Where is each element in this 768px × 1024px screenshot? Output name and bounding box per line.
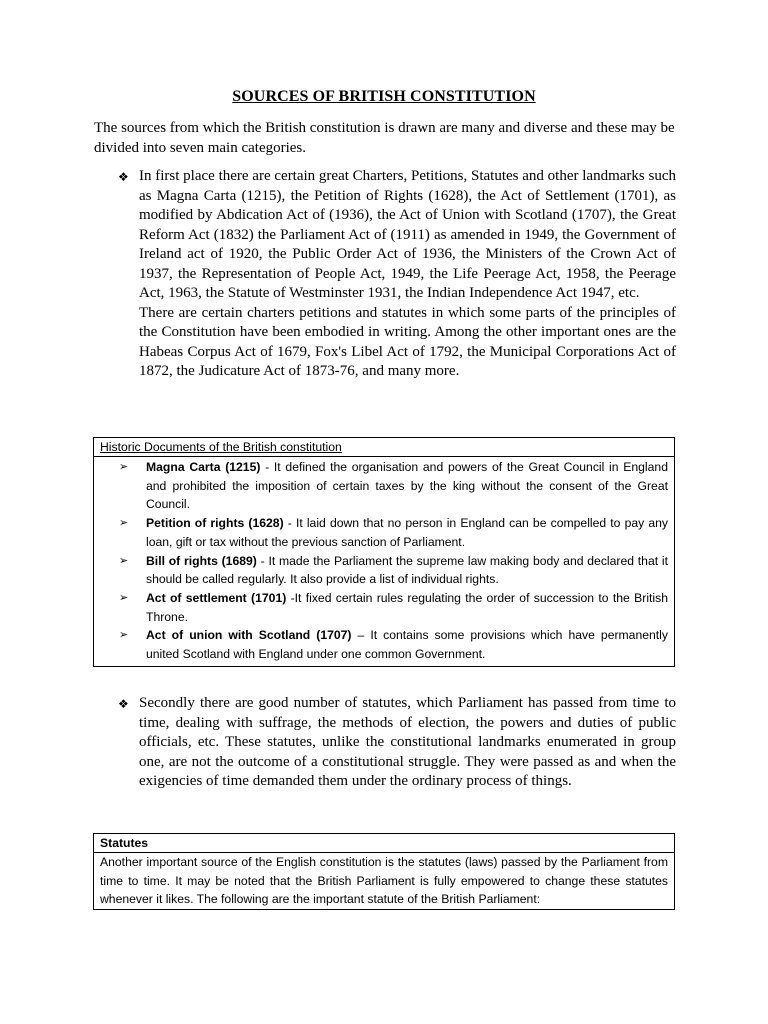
arrow-bullet-icon: ➢ [119,590,129,604]
statutes-box [93,833,675,910]
list-item [119,552,668,589]
document-name: Act of settlement (1701) [146,590,287,605]
document-description: It contains some provisions which have permanently united Scotland with England under one common Government. [146,628,668,662]
box-heading-text: Historic Documents of the British constitution [100,440,342,454]
intro-paragraph: The sources from which the British constitution is drawn are many and diverse and these may be divided into seven main categories. [94,120,675,156]
arrow-bullet-icon: ➢ [119,460,129,473]
list-item [119,626,668,663]
document-description: It fixed certain rules regulating the order of succession to the British Throne. [146,590,668,624]
document-name: Bill of rights (1689) [146,553,257,568]
document-description: It laid down that no person in England can be compelled to pay any loan, gift or tax without the previous sanction of Parliament. [146,516,668,549]
historic-documents-list [94,457,674,664]
page-title: SOURCES OF BRITISH CONSTITUTION [232,88,536,105]
list-item [119,589,668,626]
list-item [119,514,668,551]
statutes-body: Another important source of the English constitution is the statutes (laws) passed by the Parliament from time to time. It may be noted that the British Parliament is fully empowered to change these statutes whenever it likes. The following are the important statute of the British Parliament: [100,855,668,907]
box-heading [94,438,674,457]
arrow-bullet-icon: ➢ [119,553,129,567]
box-heading-text: Statutes [100,836,149,850]
separator: - [286,590,295,605]
document-name: Act of union with Scotland (1707) [146,628,352,643]
bullet-charters [118,167,676,382]
document-name: Magna Carta (1215) [146,460,261,474]
bullet-paragraph: In first place there are certain great Charters, Petitions, Statutes and other landmarks such as Magna Carta (1215), the Petition of Rights (1628), the Act of Settlement (1701), as modified by Abdication Act of (1936), the Act of Union with Scotland (1707), the Great Reform Act (1832) the Parliament Act of (1911) as amended in 1949, the Government of Ireland act of 1920, the Public Order Act of 1936, the Ministers of the Crown Act of 1937, the Representation of People Act, 1949, the Life Peerage Act, 1958, the Peerage Act, 1963, the Statute of Westminster 1931, the Indian Independence Act 1947, etc. [139,168,676,301]
bullet-paragraph: There are certain charters petitions and statutes in which some parts of the principles of the Constitution have been embodied in writing. Among the other important ones are the Habeas Corpus Act of 1679, Fox's Libel Act of 1792, the Municipal Corporations Act of 1872, the Judicature Act of 1873-76, and many more. [139,304,676,379]
bullet-paragraph: Secondly there are good number of statutes, which Parliament has passed from time to time, dealing with suffrage, the methods of election, the powers and duties of public officials, etc. These statutes, unlike the constitutional landmarks enumerated in group one, are not the outcome of a constitutional struggle. They were passed as and when the exigencies of time demanded them under the ordinary process of things. [139,695,676,789]
separator: - [260,460,274,474]
arrow-bullet-icon: ➢ [119,516,129,530]
list-item [119,458,668,514]
arrow-bullet-icon: ➢ [119,628,129,642]
diamond-bullet-icon: ❖ [118,697,129,711]
historic-documents-box [93,437,675,667]
document-description: It defined the organisation and powers of the Great Council in England and prohibited the imposition of certain taxes by the king without the consent of the Great Council. [146,460,668,512]
diamond-bullet-icon: ❖ [118,170,129,184]
document-name: Petition of rights (1628) [146,516,284,531]
separator: – [351,628,371,643]
bullet-statutes [118,694,676,792]
box-heading [94,834,674,853]
separator: - [256,553,269,568]
separator: - [283,516,296,531]
document-description: It made the Parliament the supreme law making body and declared that it should be called regularly. It also provide a list of individual rights. [146,553,668,587]
